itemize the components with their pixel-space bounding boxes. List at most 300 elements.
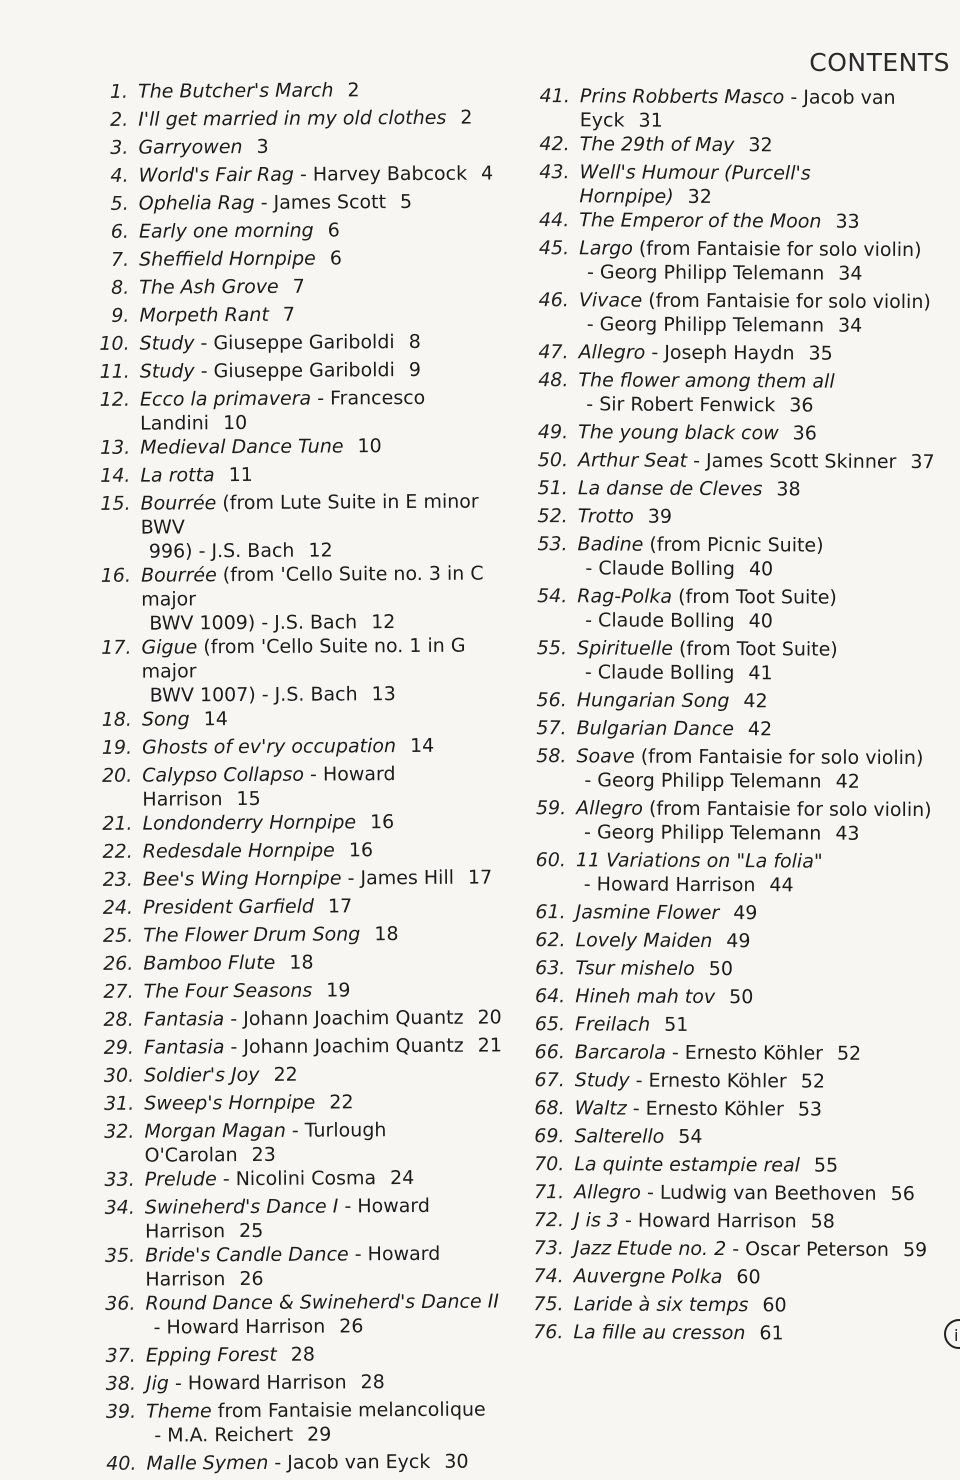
- toc-entry[interactable]: [85, 865, 515, 896]
- entry-text: [578, 504, 940, 534]
- entry-page-number: 32: [688, 186, 712, 208]
- entry-detail: - Oscar Peterson: [726, 1238, 889, 1261]
- entry-number: 3.: [80, 136, 138, 164]
- entry-page-number: 35: [808, 343, 832, 365]
- toc-entry[interactable]: [85, 837, 515, 868]
- toc-entry[interactable]: [516, 1152, 936, 1182]
- toc-entry[interactable]: [522, 132, 942, 162]
- entry-title: Bulgarian Dance: [577, 717, 734, 740]
- entry-text: [139, 273, 511, 303]
- entry-number: 73.: [516, 1236, 574, 1264]
- entry-number: 64.: [517, 984, 575, 1012]
- entry-title: Study: [140, 332, 195, 354]
- entry-text: [578, 420, 940, 450]
- entry-title: J is 3: [574, 1209, 619, 1231]
- entry-title: Bourrée: [141, 564, 217, 586]
- entry-number: 74.: [516, 1264, 574, 1292]
- toc-entry[interactable]: [519, 716, 939, 746]
- toc-entry[interactable]: [82, 357, 512, 388]
- entry-title: Ophelia Rag: [139, 192, 255, 215]
- toc-entry[interactable]: [519, 584, 939, 638]
- toc-entry[interactable]: [515, 1320, 935, 1350]
- entry-page-number: 22: [329, 1091, 353, 1113]
- entry-title: The Four Seasons: [144, 980, 313, 1003]
- entry-detail: (from Toot Suite): [673, 638, 838, 661]
- entry-number: 72.: [516, 1208, 574, 1236]
- entry-number: 62.: [517, 928, 575, 956]
- entry-text: [577, 636, 939, 690]
- entry-number: 18.: [84, 708, 142, 736]
- entry-detail: - Howard Harrison: [145, 1243, 440, 1291]
- entry-number: 48.: [520, 368, 578, 420]
- entry-detail: (from 'Cello Suite no. 1 in G major: [142, 635, 466, 683]
- toc-entry[interactable]: [518, 848, 938, 902]
- entry-text: [146, 1449, 518, 1479]
- entry-title: 11 Variations on "La folia": [576, 849, 823, 872]
- page-marker: i: [944, 1319, 960, 1349]
- entry-title: Epping Forest: [146, 1344, 277, 1367]
- entry-number: 71.: [516, 1180, 574, 1208]
- toc-entry[interactable]: [84, 733, 514, 764]
- entry-number: 8.: [81, 276, 139, 304]
- toc-entry[interactable]: [521, 288, 941, 342]
- entry-detail-line2: - Claude Bolling: [585, 661, 735, 684]
- entry-text: [576, 848, 938, 902]
- entry-detail: from Fantaisie melancolique: [212, 1399, 486, 1423]
- toc-entry[interactable]: [88, 1369, 518, 1400]
- entry-page-number: 16: [349, 839, 373, 861]
- toc-entry[interactable]: [85, 893, 515, 924]
- entry-title: Theme: [146, 1400, 212, 1422]
- toc-entry[interactable]: [521, 160, 941, 210]
- entry-number: 7.: [81, 248, 139, 276]
- entry-text: [146, 1341, 518, 1371]
- toc-entry[interactable]: [85, 921, 515, 952]
- entry-page-number: 34: [838, 315, 862, 337]
- entry-detail: - Turlough O'Carolan: [145, 1119, 387, 1166]
- entry-detail: (from Fantaisie for solo violin): [635, 746, 924, 770]
- entry-page-number: 6: [328, 219, 340, 241]
- entry-title: Ecco la primavera: [140, 388, 311, 411]
- entry-page-number: 29: [307, 1423, 331, 1445]
- entry-page-number: 7: [283, 304, 295, 326]
- entry-page-number: 12: [371, 611, 395, 633]
- entry-page-number: 7: [293, 276, 305, 298]
- toc-entry[interactable]: [521, 340, 941, 370]
- entry-title: Arthur Seat: [578, 449, 687, 472]
- toc-entry[interactable]: [80, 105, 510, 136]
- toc-entry[interactable]: [86, 1033, 516, 1064]
- entry-number: 61.: [518, 900, 576, 928]
- entry-title: Bourrée: [141, 492, 217, 514]
- entry-text: [579, 236, 941, 290]
- entry-page-number: 41: [748, 662, 772, 684]
- entry-detail: (from Fantaisie for solo violin): [643, 798, 932, 822]
- entry-title: The Ash Grove: [139, 276, 279, 299]
- toc-entry[interactable]: [81, 273, 511, 304]
- entry-number: 23.: [85, 868, 143, 896]
- entry-title: La fille au cresson: [573, 1321, 745, 1344]
- entry-text: [575, 956, 937, 986]
- entry-detail: - Ernesto Köhler: [630, 1070, 787, 1093]
- toc-entry[interactable]: [520, 504, 940, 534]
- entry-number: 40.: [88, 1452, 146, 1480]
- entry-number: 21.: [84, 812, 142, 840]
- entry-title: Malle Symen: [146, 1452, 268, 1475]
- entry-text: [139, 161, 511, 191]
- entry-page-number: 52: [837, 1043, 861, 1065]
- toc-entry[interactable]: [86, 1117, 516, 1168]
- entry-text: [580, 132, 942, 162]
- toc-entry[interactable]: [88, 1449, 518, 1480]
- toc-entry[interactable]: [522, 84, 942, 134]
- entry-text: [141, 561, 513, 635]
- entry-number: 66.: [517, 1040, 575, 1068]
- entry-number: 17.: [83, 636, 141, 708]
- toc-entry[interactable]: [83, 633, 513, 708]
- entry-text: [577, 532, 939, 586]
- entry-number: 52.: [520, 504, 578, 532]
- entry-page-number: 16: [370, 811, 394, 833]
- entry-number: 26.: [85, 952, 143, 980]
- toc-entry[interactable]: [521, 208, 941, 238]
- toc-entry[interactable]: [520, 420, 940, 450]
- entry-title: La rotta: [140, 464, 214, 486]
- entry-page-number: 50: [729, 986, 753, 1008]
- entry-number: 46.: [521, 288, 579, 340]
- entry-number: 75.: [516, 1292, 574, 1320]
- toc-entry[interactable]: [86, 1089, 516, 1120]
- entry-number: 59.: [518, 796, 576, 848]
- entry-page-number: 9: [409, 359, 421, 381]
- entry-number: 32.: [86, 1120, 144, 1168]
- entry-detail: - James Hill: [341, 867, 454, 890]
- entry-number: 67.: [517, 1068, 575, 1096]
- entry-number: 55.: [519, 636, 577, 688]
- entry-page-number: 14: [410, 735, 434, 757]
- toc-entry[interactable]: [86, 1061, 516, 1092]
- toc-entry[interactable]: [521, 236, 941, 290]
- toc-entry[interactable]: [517, 956, 937, 986]
- entry-number: 47.: [521, 340, 579, 368]
- entry-page-number: 58: [811, 1211, 835, 1233]
- entry-text: [142, 809, 514, 839]
- entry-page-number: 36: [789, 394, 813, 416]
- entry-number: 38.: [88, 1372, 146, 1400]
- entry-page-number: 30: [444, 1451, 468, 1473]
- entry-detail-line2: - M.A. Reichert: [154, 1424, 293, 1447]
- entry-text: [139, 217, 511, 247]
- entry-page-number: 3: [256, 136, 268, 158]
- contents-column-right: [515, 84, 942, 1350]
- entry-text: [140, 329, 512, 359]
- entry-page-number: 12: [308, 539, 332, 561]
- entry-text: [574, 1124, 936, 1154]
- entry-title: Early one morning: [139, 220, 314, 243]
- entry-detail: - Giuseppe Gariboldi: [194, 331, 394, 354]
- entry-title: Study: [140, 360, 195, 382]
- toc-entry[interactable]: [81, 161, 511, 192]
- toc-entry[interactable]: [517, 1096, 937, 1126]
- entry-number: 5.: [81, 192, 139, 220]
- toc-entry[interactable]: [81, 245, 511, 276]
- entry-title: Jasmine Flower: [576, 901, 720, 924]
- entry-text: [579, 160, 941, 210]
- toc-entry[interactable]: [518, 744, 938, 798]
- entry-number: 11.: [82, 360, 140, 388]
- toc-entry[interactable]: [84, 705, 514, 736]
- entry-number: 28.: [86, 1008, 144, 1036]
- entry-text: [143, 949, 515, 979]
- toc-entry[interactable]: [82, 461, 512, 492]
- entry-text: [574, 1152, 936, 1182]
- entry-title: Vivace: [579, 289, 642, 311]
- toc-entry[interactable]: [520, 368, 940, 422]
- entry-text: [579, 340, 941, 370]
- entry-page-number: 40: [749, 610, 773, 632]
- entry-page-number: 10: [357, 435, 381, 457]
- entry-page-number: 42: [743, 690, 767, 712]
- entry-title: Rag-Polka: [577, 585, 672, 607]
- entry-text: [577, 688, 939, 718]
- entry-page-number: 60: [762, 1294, 786, 1316]
- toc-entry[interactable]: [87, 1165, 517, 1196]
- entry-title: The Butcher's March: [138, 79, 334, 102]
- entry-number: 43.: [521, 160, 579, 208]
- entry-page-number: 21: [478, 1034, 502, 1056]
- entry-detail-line2: - Howard Harrison: [154, 1316, 326, 1339]
- entry-page-number: 42: [748, 718, 772, 740]
- entry-title: Song: [142, 708, 190, 730]
- entry-page-number: 4: [481, 162, 493, 184]
- toc-entry[interactable]: [517, 1012, 937, 1042]
- toc-entry[interactable]: [81, 217, 511, 248]
- entry-page-number: 26: [339, 1315, 363, 1337]
- toc-entry[interactable]: [520, 448, 940, 478]
- contents-column-left: [80, 77, 519, 1480]
- entry-page-number: 15: [236, 788, 260, 810]
- entry-title: Waltz: [575, 1097, 627, 1119]
- entry-text: [573, 1320, 935, 1350]
- entry-page-number: 26: [239, 1268, 263, 1290]
- toc-entry[interactable]: [516, 1124, 936, 1154]
- entry-number: 27.: [85, 980, 143, 1008]
- entry-number: 24.: [85, 896, 143, 924]
- entry-text: [575, 928, 937, 958]
- toc-entry[interactable]: [519, 636, 939, 690]
- toc-entry[interactable]: [520, 476, 940, 506]
- toc-entry[interactable]: [517, 928, 937, 958]
- entry-page-number: 32: [748, 134, 772, 156]
- entry-detail: - Joseph Haydn: [645, 342, 794, 365]
- entry-detail: (from Picnic Suite): [643, 534, 823, 557]
- toc-entry[interactable]: [82, 433, 512, 464]
- entry-detail: - Nicolini Cosma: [217, 1167, 376, 1190]
- toc-entry[interactable]: [518, 900, 938, 930]
- toc-entry[interactable]: [82, 329, 512, 360]
- entry-detail: - Howard Harrison: [619, 1210, 797, 1233]
- entry-detail: (from Toot Suite): [672, 586, 837, 609]
- entry-number: 25.: [85, 924, 143, 952]
- entry-text: [145, 1241, 517, 1291]
- toc-entry[interactable]: [516, 1208, 936, 1238]
- toc-entry[interactable]: [87, 1241, 517, 1292]
- toc-entry[interactable]: [517, 1040, 937, 1070]
- entry-detail: - Jacob van Eyck: [580, 86, 896, 131]
- toc-entry[interactable]: [84, 809, 514, 840]
- entry-text: [142, 733, 514, 763]
- entry-number: 49.: [520, 420, 578, 448]
- entry-title: Calypso Collapso: [142, 764, 304, 787]
- entry-title: The young black cow: [578, 421, 779, 444]
- toc-entry[interactable]: [517, 1068, 937, 1098]
- entry-text: [144, 1089, 516, 1119]
- entry-number: 45.: [521, 236, 579, 288]
- entry-page-number: 17: [468, 866, 492, 888]
- toc-entry[interactable]: [82, 385, 512, 436]
- entry-page-number: 49: [733, 902, 757, 924]
- entry-text: [579, 208, 941, 238]
- entry-title: Morgan Magan: [144, 1120, 286, 1143]
- toc-entry[interactable]: [85, 949, 515, 980]
- entry-title: Sweep's Hornpipe: [144, 1092, 315, 1115]
- entry-title: Freilach: [575, 1013, 650, 1035]
- entry-page-number: 52: [801, 1070, 825, 1092]
- entry-detail: - Giuseppe Gariboldi: [195, 359, 395, 382]
- entry-number: 6.: [81, 220, 139, 248]
- entry-text: [574, 1236, 936, 1266]
- entry-page-number: 8: [409, 331, 421, 353]
- entry-title: Soldier's Joy: [144, 1064, 260, 1087]
- entry-number: 50.: [520, 448, 578, 476]
- entry-title: Laride à six temps: [574, 1293, 749, 1316]
- entry-page-number: 51: [664, 1014, 688, 1036]
- entry-number: 12.: [82, 388, 140, 436]
- toc-entry[interactable]: [86, 1005, 516, 1036]
- entry-page-number: 49: [726, 930, 750, 952]
- entry-number: 35.: [87, 1244, 145, 1292]
- entry-number: 65.: [517, 1012, 575, 1040]
- entry-text: [576, 744, 938, 798]
- entry-page-number: 42: [836, 771, 860, 793]
- entry-text: [140, 385, 512, 435]
- entry-detail: - Ludwig van Beethoven: [641, 1182, 877, 1205]
- entry-title: Auvergne Polka: [574, 1265, 723, 1288]
- entry-title: Garryowen: [138, 136, 242, 159]
- entry-number: 33.: [87, 1168, 145, 1196]
- entry-title: Soave: [576, 745, 634, 767]
- entry-text: [577, 716, 939, 746]
- entry-page-number: 28: [291, 1344, 315, 1366]
- toc-entry[interactable]: [83, 561, 513, 636]
- entry-title: Tsur mishelo: [575, 957, 695, 980]
- entry-title: Medieval Dance Tune: [140, 435, 343, 458]
- entry-text: [576, 796, 938, 850]
- toc-entry[interactable]: [519, 532, 939, 586]
- toc-entry[interactable]: [81, 301, 511, 332]
- toc-entry[interactable]: [85, 977, 515, 1008]
- entry-title: Redesdale Hornpipe: [143, 839, 335, 862]
- entry-detail: - Howard Harrison: [142, 763, 395, 811]
- toc-entry[interactable]: [84, 761, 514, 812]
- entry-title: Hungarian Song: [577, 689, 730, 712]
- entry-title: Fantasia: [144, 1008, 225, 1030]
- entry-text: [579, 288, 941, 342]
- entry-page-number: 38: [776, 478, 800, 500]
- entry-number: 57.: [519, 716, 577, 744]
- entry-title: Swineherd's Dance I: [145, 1195, 339, 1218]
- entry-page-number: 25: [239, 1220, 263, 1242]
- entry-title: Jig: [146, 1372, 169, 1394]
- entry-page-number: 56: [891, 1183, 915, 1205]
- entry-number: 14.: [82, 464, 140, 492]
- entry-text: [145, 1165, 517, 1195]
- toc-entry[interactable]: [516, 1264, 936, 1294]
- entry-text: [142, 761, 514, 811]
- toc-entry[interactable]: [87, 1289, 517, 1344]
- entry-detail: - Francesco Landini: [140, 387, 425, 435]
- entry-title: Gigue: [141, 636, 197, 658]
- toc-entry[interactable]: [516, 1236, 936, 1266]
- entry-text: [574, 1180, 936, 1210]
- entry-text: [143, 977, 515, 1007]
- entry-text: [143, 837, 515, 867]
- entry-title: Hineh mah tov: [575, 985, 715, 1008]
- toc-entry[interactable]: [87, 1193, 517, 1244]
- entry-number: 60.: [518, 848, 576, 900]
- toc-entry[interactable]: [80, 133, 510, 164]
- entry-text: [575, 1096, 937, 1126]
- toc-entry[interactable]: [516, 1180, 936, 1210]
- toc-entry[interactable]: [88, 1397, 518, 1452]
- entry-text: [576, 900, 938, 930]
- toc-entry[interactable]: [519, 688, 939, 718]
- toc-entry[interactable]: [516, 1292, 936, 1322]
- entry-title: Bee's Wing Hornpipe: [143, 867, 342, 890]
- entry-number: 29.: [86, 1036, 144, 1064]
- entry-title: Allegro: [576, 797, 643, 819]
- entry-text: [143, 865, 515, 895]
- entry-page-number: 2: [347, 79, 359, 101]
- entry-title: La danse de Cleves: [578, 477, 763, 500]
- entry-title: Spirituelle: [577, 637, 673, 660]
- entry-title: Largo: [579, 237, 633, 259]
- entry-detail-line2: 996) - J.S. Bach: [149, 540, 295, 563]
- toc-entry[interactable]: [517, 984, 937, 1014]
- entry-page-number: 60: [736, 1266, 760, 1288]
- entry-page-number: 24: [390, 1167, 414, 1189]
- toc-entry[interactable]: [518, 796, 938, 850]
- entry-detail: - Howard Harrison: [145, 1195, 430, 1243]
- entry-detail: - Ernesto Köhler: [627, 1098, 784, 1121]
- entry-text: [138, 133, 510, 163]
- entry-text: [144, 1061, 516, 1091]
- entry-detail-line2: BWV 1007) - J.S. Bach: [150, 683, 358, 706]
- toc-entry[interactable]: [81, 189, 511, 220]
- toc-entry[interactable]: [83, 489, 513, 564]
- entry-page-number: 6: [330, 247, 342, 269]
- entry-title: World's Fair Rag: [139, 164, 294, 187]
- toc-entry[interactable]: [80, 77, 510, 108]
- entry-page-number: 59: [903, 1239, 927, 1261]
- entry-text: [146, 1369, 518, 1399]
- entry-number: 2.: [80, 108, 138, 136]
- entry-text: [575, 1012, 937, 1042]
- entry-page-number: 17: [328, 895, 352, 917]
- entry-text: [146, 1397, 518, 1451]
- entry-text: [575, 984, 937, 1014]
- entry-detail-line2: - Howard Harrison: [584, 873, 756, 896]
